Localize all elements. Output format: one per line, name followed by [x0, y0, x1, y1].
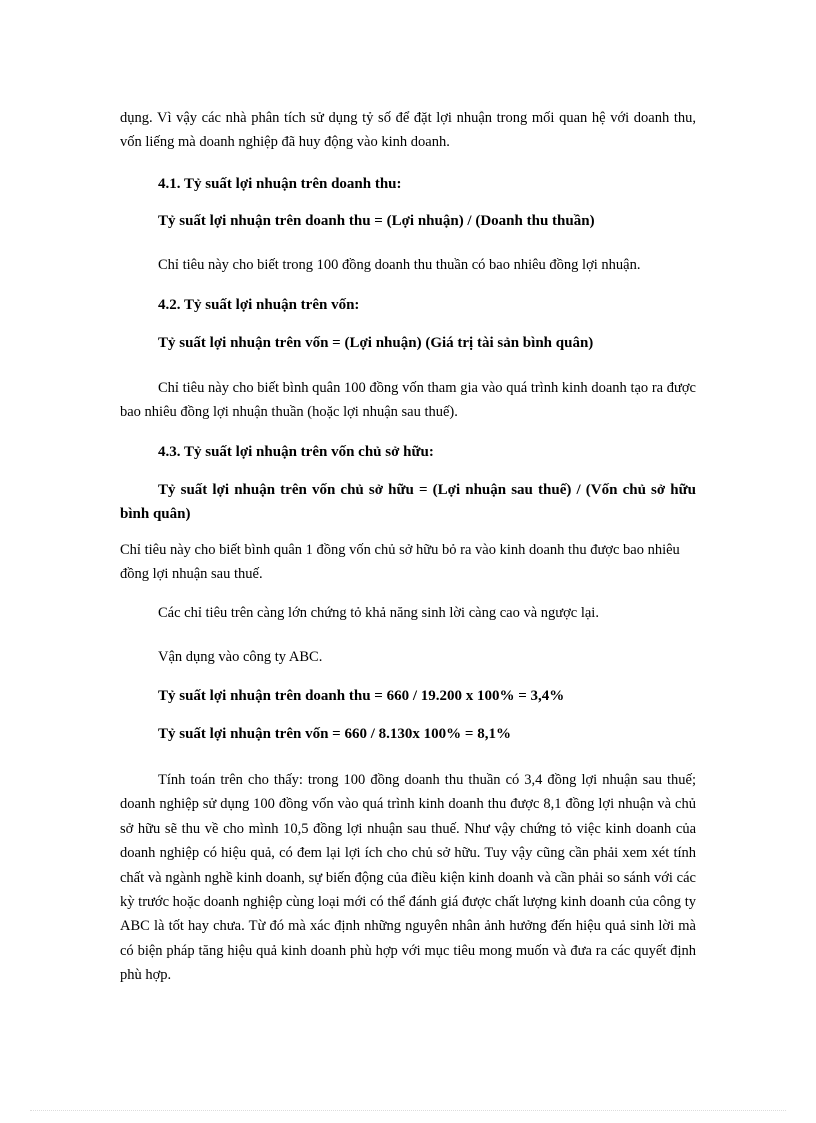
formula-4-1: Tỷ suất lợi nhuận trên doanh thu = (Lợi nhuận) / (Doanh thu thuần)	[158, 213, 595, 229]
calc-capital-ratio: Tỷ suất lợi nhuận trên vốn = 660 / 8.130x 100% = 8,1%	[158, 726, 511, 742]
formula-4-2: Tỷ suất lợi nhuận trên vốn = (Lợi nhuận) (Giá trị tài sản bình quân)	[158, 335, 594, 351]
paragraph-conclusion-ratio: Các chỉ tiêu trên càng lớn chứng tỏ khả năng sinh lời càng cao và ngược lại.	[158, 605, 599, 621]
formula-4-3: Tỷ suất lợi nhuận trên vốn chủ sở hữu = (Lợi nhuận sau thuế) / (Vốn chủ sở hữu bình quân)	[120, 482, 696, 522]
paragraph-intro: dụng. Vì vậy các nhà phân tích sử dụng tỷ số để đặt lợi nhuận trong mối quan hệ với doanh thu, vốn liếng mà doanh nghiệp đã huy động vào kinh doanh.	[120, 110, 696, 150]
paragraph-4-1: Chỉ tiêu này cho biết trong 100 đồng doanh thu thuần có bao nhiêu đồng lợi nhuận.	[158, 257, 641, 273]
paragraph-apply-abc: Vận dụng vào công ty ABC.	[158, 649, 323, 665]
heading-4-2: 4.2. Tỷ suất lợi nhuận trên vốn:	[158, 297, 360, 313]
paragraph-analysis: Tính toán trên cho thấy: trong 100 đồng doanh thu thuần có 3,4 đồng lợi nhuận sau thuế; doanh nghiệp sử dụng 100 đồng vốn vào quá trình kinh doanh thu được 8,1 đồng lợi nhuận và chủ sở hữu sẽ thu về cho mình 10,5 đồng lợi nhuận sau thuế. Như vậy chứng tỏ việc kinh doanh của doanh nghiệp có hiệu quả, có đem lại lợi ích cho chủ sở hữu. Tuy vậy cũng cần phải xem xét tính chất và ngành nghề kinh doanh, sự biến động của điều kiện kinh doanh và cần phải so sánh với các kỳ trước hoặc doanh nghiệp cùng loại mới có thể đánh giá được chất lượng kinh doanh của công ty ABC là tốt hay chưa. Từ đó mà xác định những nguyên nhân ảnh hưởng đến hiệu quả sinh lời mà có biện pháp tăng hiệu quả kinh doanh phù hợp với mục tiêu mong muốn và đưa ra các quyết định phù hợp.	[120, 772, 696, 984]
calc-revenue-ratio: Tỷ suất lợi nhuận trên doanh thu = 660 / 19.200 x 100% = 3,4%	[158, 688, 565, 704]
page-bottom-divider	[30, 1110, 786, 1111]
paragraph-4-2: Chỉ tiêu này cho biết bình quân 100 đồng vốn tham gia vào quá trình kinh doanh tạo ra được bao nhiêu đồng lợi nhuận thuần (hoặc lợi nhuận sau thuế).	[120, 380, 696, 420]
paragraph-4-3: Chỉ tiêu này cho biết bình quân 1 đồng vốn chủ sở hữu bỏ ra vào kinh doanh thu được bao nhiêu đồng lợi nhuận sau thuế.	[120, 542, 680, 582]
heading-4-3: 4.3. Tỷ suất lợi nhuận trên vốn chủ sở hữu:	[158, 444, 434, 460]
heading-4-1: 4.1. Tỷ suất lợi nhuận trên doanh thu:	[158, 176, 402, 192]
